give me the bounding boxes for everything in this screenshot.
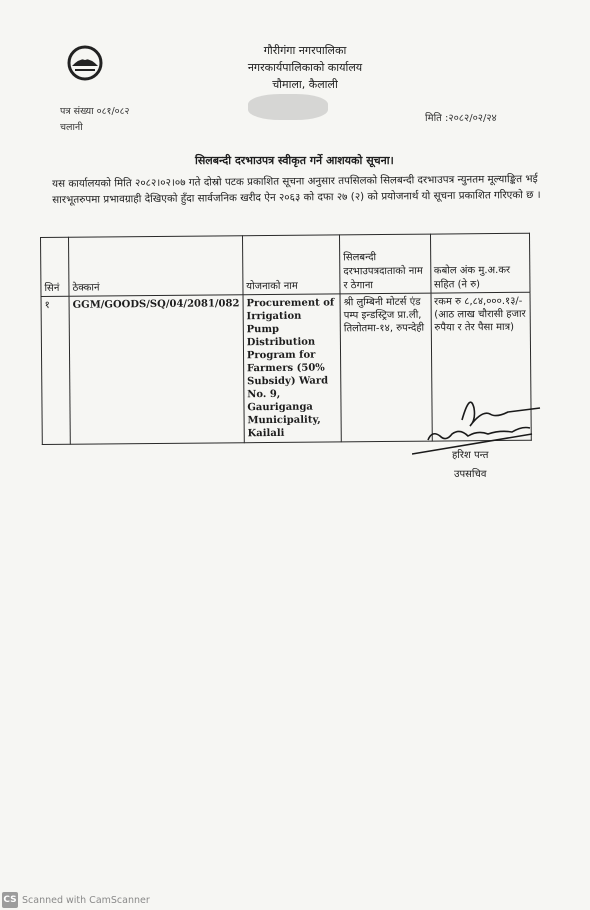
scanner-watermark: Scanned with CamScanner	[22, 894, 150, 906]
cell-contract-no: GGM/GOODS/SQ/04/2081/082	[69, 295, 244, 445]
dispatch-label: चलानी	[60, 122, 83, 133]
office-department: नगरकार्यपालिकाको कार्यालय	[247, 61, 363, 74]
table-header-row	[41, 233, 530, 296]
reference-block	[60, 104, 129, 136]
header-amount: कबोल अंक मु.अ.कर सहित (ने रु)	[430, 233, 530, 293]
reference-number: पत्र संख्या ०८१/०८२	[60, 106, 130, 117]
cell-serial: १	[41, 296, 70, 444]
notice-body: यस कार्यालयको मिति २०८२।०२।०७ गते दोस्रो पटक प्रकाशित सूचना अनुसार तपसिलको सिलबन्दी दरभाउपत्र न्युनतम मूल्याङ्कित भई सारभूतरुपमा प्रभावग्राही देखिएको हुँदा सार्वजनिक खरीद ऐन २०६३ को दफा २७ (२) को प्रयोजनार्थ यो सूचना प्रकाशित गरिएको छ ।	[52, 172, 541, 206]
office-header	[205, 42, 405, 93]
signer-designation: उपसचिव	[454, 469, 487, 480]
office-address: चौमाला, कैलाली	[272, 78, 338, 91]
header-serial: सिनं	[41, 237, 70, 296]
notice-subject: सिलबन्दी दरभाउपत्र स्वीकृत गर्ने आशयको सूचना।	[195, 154, 394, 167]
signer-block	[452, 446, 488, 484]
cell-amount: रकम रु ८,८४,०००.१३/- (आठ लाख चौरासी हजार रुपैया र तेर पैसा मात्र)	[431, 292, 532, 441]
header-contract-no: ठेक्कानं	[69, 236, 243, 297]
cell-project-name: Procurement of Irrigation Pump Distribution Program for Farmers (50% Subsidy) Ward No. 9, Gauriganga Municipality, Kailali	[246, 297, 335, 440]
municipality-emblem-icon	[66, 44, 104, 82]
header-bidder: सिलबन्दी दरभाउपत्रदाताको नाम र ठेगाना	[340, 234, 431, 294]
cell-bidder: श्री लुम्बिनी मोटर्स एंड पम्प इन्डस्ट्रिज प्रा.ली, तिलोतमा-१४, रुपन्देही	[340, 293, 432, 442]
notice-date: मिति :२०८२/०२/२४	[425, 113, 497, 124]
scanner-footer	[0, 890, 150, 910]
header-project-name: योजनाको नाम	[242, 235, 340, 295]
office-name: गौरीगंगा नगरपालिका	[263, 44, 347, 57]
signer-name: हरिश पन्त	[452, 450, 489, 461]
camscanner-logo-icon: CS	[2, 892, 18, 908]
office-stamp	[248, 94, 328, 120]
